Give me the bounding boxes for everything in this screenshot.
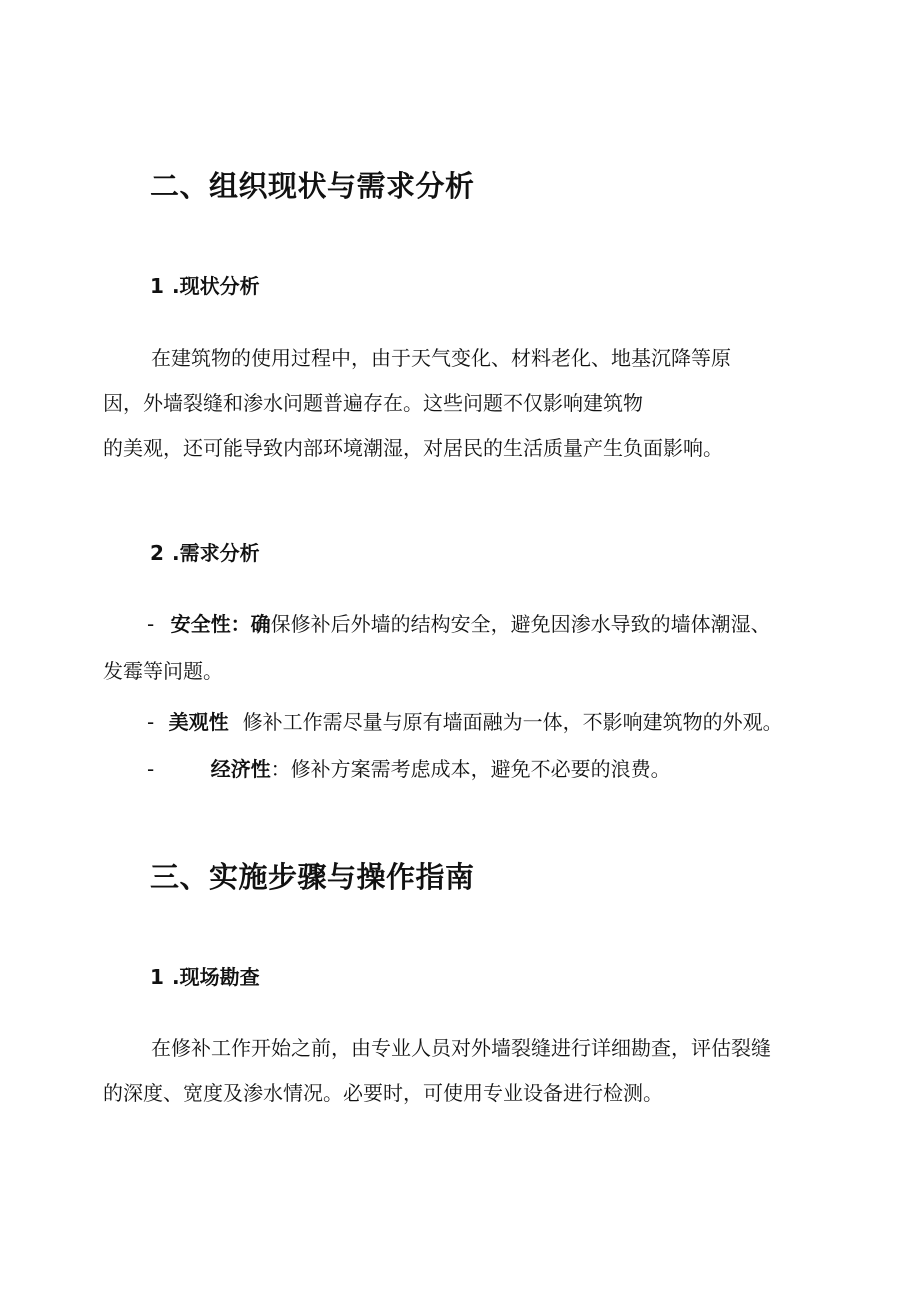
paragraph-line: 的深度、宽度及渗水情况。必要时，可使用专业设备进行检测。 bbox=[103, 1081, 663, 1105]
requirement-text-continuation: 发霉等问题。 bbox=[103, 659, 223, 683]
section-2-2-title: .需求分析 bbox=[172, 541, 260, 565]
site-survey-paragraph bbox=[103, 1028, 823, 1113]
section-2-1-number: 1 bbox=[150, 274, 164, 298]
requirement-item-safety bbox=[103, 604, 843, 644]
requirement-text: 保修补后外墙的结构安全，避免因渗水导致的墙体潮湿、 bbox=[270, 612, 771, 636]
section-2-1-title: .现状分析 bbox=[172, 274, 260, 298]
list-dash: - bbox=[147, 757, 155, 781]
requirement-item-appearance bbox=[103, 702, 843, 742]
section-3-1-title: .现场勘查 bbox=[172, 965, 260, 989]
paragraph-line: 在建筑物的使用过程中，由于天气变化、材料老化、地基沉降等原 bbox=[151, 346, 731, 370]
requirement-label: 美观性 bbox=[168, 710, 229, 734]
section-3-heading: 三、实施步骤与操作指南 bbox=[150, 860, 475, 894]
section-3-1-number: 1 bbox=[150, 965, 164, 989]
requirement-item-economy bbox=[103, 749, 843, 789]
list-dash: - bbox=[147, 710, 155, 734]
section-2-1-heading bbox=[150, 271, 260, 301]
requirement-label: 经济性 bbox=[210, 757, 271, 781]
status-analysis-paragraph bbox=[103, 338, 823, 468]
section-2-2-number: 2 bbox=[150, 541, 164, 565]
section-2-heading: 二、组织现状与需求分析 bbox=[150, 169, 475, 203]
paragraph-line: 在修补工作开始之前，由专业人员对外墙裂缝进行详细勘查，评估裂缝 bbox=[151, 1036, 771, 1060]
list-dash: - bbox=[147, 612, 155, 636]
requirement-label: 安全性：确 bbox=[170, 612, 271, 636]
paragraph-line: 因，外墙裂缝和渗水问题普遍存在。这些问题不仅影响建筑物 bbox=[103, 391, 643, 415]
section-3-1-heading bbox=[150, 962, 260, 992]
requirement-text: ：修补方案需考虑成本，避免不必要的浪费。 bbox=[270, 757, 671, 781]
requirement-text: 修补工作需尽量与原有墙面融为一体，不影响建筑物的外观。 bbox=[242, 710, 783, 734]
section-2-2-heading bbox=[150, 538, 260, 568]
paragraph-line: 的美观，还可能导致内部环境潮湿，对居民的生活质量产生负面影响。 bbox=[103, 436, 723, 460]
requirement-item-safety-continuation bbox=[103, 651, 843, 691]
